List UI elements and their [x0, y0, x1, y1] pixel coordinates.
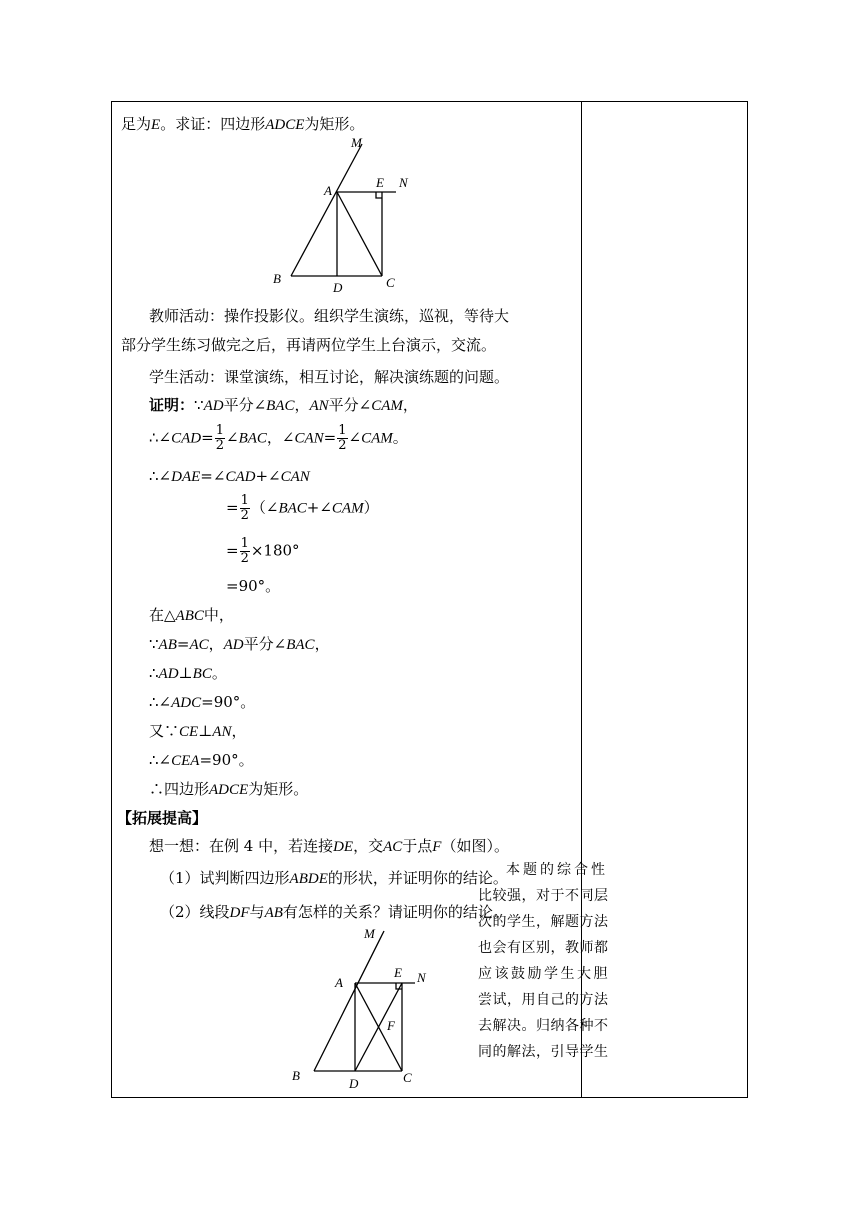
- proof-label: 证明：: [149, 396, 195, 414]
- text: AC: [189, 637, 209, 653]
- denominator: 2: [240, 508, 249, 523]
- fraction: [240, 494, 250, 523]
- proof-line-4: [226, 494, 379, 523]
- text: CAD: [225, 469, 256, 485]
- proof-line-3: [149, 466, 310, 487]
- text: ∠: [225, 428, 239, 447]
- text: BAC: [278, 500, 307, 517]
- label-B: B: [292, 1068, 300, 1083]
- text: CAM: [361, 430, 393, 447]
- text: AB: [264, 905, 283, 921]
- text: （∠: [250, 498, 279, 517]
- text: CAD: [171, 430, 202, 447]
- text: DE: [333, 839, 354, 855]
- label-B: B: [273, 271, 281, 286]
- text: AN: [309, 398, 329, 414]
- question-1: [160, 868, 508, 889]
- line-BM: [314, 931, 384, 1071]
- label-M: M: [351, 135, 362, 150]
- text: ，: [294, 396, 310, 414]
- text: BAC: [238, 430, 267, 447]
- text: 。求证：四边形: [160, 115, 266, 133]
- label-N: N: [417, 970, 426, 985]
- text: =90°。: [201, 693, 256, 711]
- numerator: 1: [338, 423, 347, 438]
- text: BC: [192, 666, 212, 682]
- text: ∴∠: [149, 693, 172, 711]
- teacher-activity-line-1: 教师活动：操作投影仪。组织学生演练，巡视，等待大: [149, 307, 510, 325]
- proof-line-12: [149, 750, 254, 771]
- fraction: [337, 424, 347, 453]
- student-activity-line: 学生活动：课堂演练，相互讨论，解决演练题的问题。: [149, 368, 510, 386]
- text: 又∵: [149, 722, 180, 740]
- text: ABC: [175, 608, 204, 624]
- note-line: 去解决。归纳各种不: [478, 1018, 609, 1034]
- teaching-note: [478, 857, 628, 1065]
- proof-line-7: [149, 605, 234, 626]
- numerator: 1: [240, 536, 249, 551]
- text: ∵: [149, 635, 159, 653]
- text: =: [201, 428, 214, 447]
- denominator: 2: [338, 438, 347, 453]
- line-AC: [337, 192, 382, 276]
- text: ∴∠: [149, 751, 172, 769]
- denominator: 2: [240, 551, 249, 566]
- text: ，: [208, 635, 224, 653]
- text: ∴∠: [149, 467, 172, 485]
- note-line: 尝试，用自己的方法: [478, 992, 609, 1008]
- text: 在△: [149, 606, 176, 624]
- text: =90°。: [199, 751, 254, 769]
- text: CAN: [280, 469, 310, 485]
- text: AD: [203, 398, 224, 414]
- text: ，: [231, 722, 247, 740]
- text: ⊥: [198, 722, 213, 740]
- text: 足为: [121, 115, 152, 133]
- label-C: C: [386, 275, 395, 290]
- note-line: 本题的综合性: [506, 862, 608, 878]
- text: AD: [223, 637, 244, 653]
- label-C: C: [403, 1070, 412, 1085]
- label-M: M: [364, 926, 375, 941]
- text: =: [176, 635, 190, 653]
- text: ∴: [149, 664, 159, 682]
- text: ∴∠: [149, 428, 172, 447]
- right-angle-mark: [376, 192, 382, 198]
- text: 平分∠: [243, 635, 287, 653]
- text: AB: [158, 637, 177, 653]
- text: ）: [363, 498, 379, 517]
- fraction: [215, 424, 225, 453]
- text: 有怎样的关系？请证明你的结论。: [282, 903, 508, 921]
- text: 。: [392, 428, 408, 447]
- text: BAC: [266, 398, 295, 414]
- note-line: 次的学生，解题方法: [478, 914, 609, 930]
- note-line: 也会有区别，教师都: [478, 940, 609, 956]
- proof-line-8: [149, 634, 330, 655]
- text: ⊥: [178, 664, 193, 682]
- label-D: D: [349, 1076, 359, 1091]
- note-line: 同的解法，引导学生: [478, 1044, 609, 1060]
- text: AD: [158, 666, 179, 682]
- note-line: 比较强，对于不同层: [478, 888, 609, 904]
- label-E: E: [394, 965, 402, 980]
- text: ×180°: [250, 541, 300, 560]
- text: 为矩形。: [304, 115, 365, 133]
- proof-line-11: [149, 721, 246, 742]
- text: ，: [314, 635, 330, 653]
- proof-line-13: [149, 779, 308, 800]
- text: 中，: [203, 606, 234, 624]
- text: BAC: [286, 637, 315, 653]
- text: CEA: [171, 753, 200, 769]
- text: DF: [229, 905, 250, 921]
- text: 的形状，并证明你的结论。: [327, 869, 508, 887]
- line-BM: [291, 144, 362, 276]
- text: =: [323, 428, 337, 447]
- geometry-figure-2: [285, 922, 445, 1094]
- proof-line-9: [149, 663, 227, 684]
- note-line: 应该鼓励学生大胆: [478, 966, 610, 982]
- think-line: [149, 836, 509, 857]
- text: 平分∠: [223, 396, 267, 414]
- text: ，∠: [266, 428, 295, 447]
- text: （如图）。: [441, 837, 509, 855]
- text: =∠: [200, 467, 226, 485]
- text: F: [432, 839, 442, 855]
- text: ADCE: [265, 117, 305, 133]
- text: CAN: [294, 430, 324, 447]
- label-A: A: [335, 975, 343, 990]
- proof-line-2: [149, 424, 408, 453]
- text: DAE: [171, 469, 201, 485]
- text: ∴四边形: [149, 780, 210, 798]
- text: AN: [212, 724, 232, 740]
- text: 想一想：在例 4 中，若连接: [149, 837, 334, 855]
- text: CAM: [331, 500, 364, 517]
- proof-line-5: [226, 537, 300, 566]
- text: E: [151, 117, 161, 133]
- text: ADC: [171, 695, 202, 711]
- label-F: F: [387, 1018, 395, 1033]
- text: +∠: [255, 467, 281, 485]
- geometry-figure-1: [260, 135, 420, 295]
- text: ，交: [353, 837, 384, 855]
- text: ADCE: [209, 782, 249, 798]
- label-A: A: [324, 183, 332, 198]
- denominator: 2: [215, 438, 224, 453]
- text: ∠: [348, 428, 362, 447]
- numerator: 1: [240, 493, 249, 508]
- text: ABDE: [289, 871, 328, 887]
- proof-line-10: [149, 692, 255, 713]
- text: ，: [402, 396, 418, 414]
- label-E: E: [376, 175, 384, 190]
- text: （1）试判断四边形: [160, 869, 290, 887]
- proof-line-6: =90°。: [226, 577, 281, 595]
- text: AC: [383, 839, 403, 855]
- text: 与: [249, 903, 265, 921]
- text: （2）线段: [160, 903, 230, 921]
- text: CE: [179, 724, 199, 740]
- text: ∵: [194, 396, 204, 414]
- question-2: [160, 902, 508, 923]
- fraction: [240, 537, 250, 566]
- intro-line: [121, 114, 364, 135]
- numerator: 1: [215, 423, 224, 438]
- text: 平分∠: [328, 396, 372, 414]
- section-heading: 【拓展提高】: [117, 809, 208, 827]
- text: 。: [211, 664, 227, 682]
- text: =: [226, 541, 239, 560]
- label-N: N: [399, 175, 408, 190]
- label-D: D: [333, 280, 343, 295]
- text: +∠: [306, 498, 332, 517]
- text: 为矩形。: [248, 780, 309, 798]
- teacher-activity-line-2: 部分学生练习做完之后，再请两位学生上台演示，交流。: [121, 336, 497, 354]
- text: =: [226, 498, 239, 517]
- proof-line-1: [149, 395, 418, 416]
- text: CAM: [371, 398, 403, 414]
- text: 于点: [402, 837, 433, 855]
